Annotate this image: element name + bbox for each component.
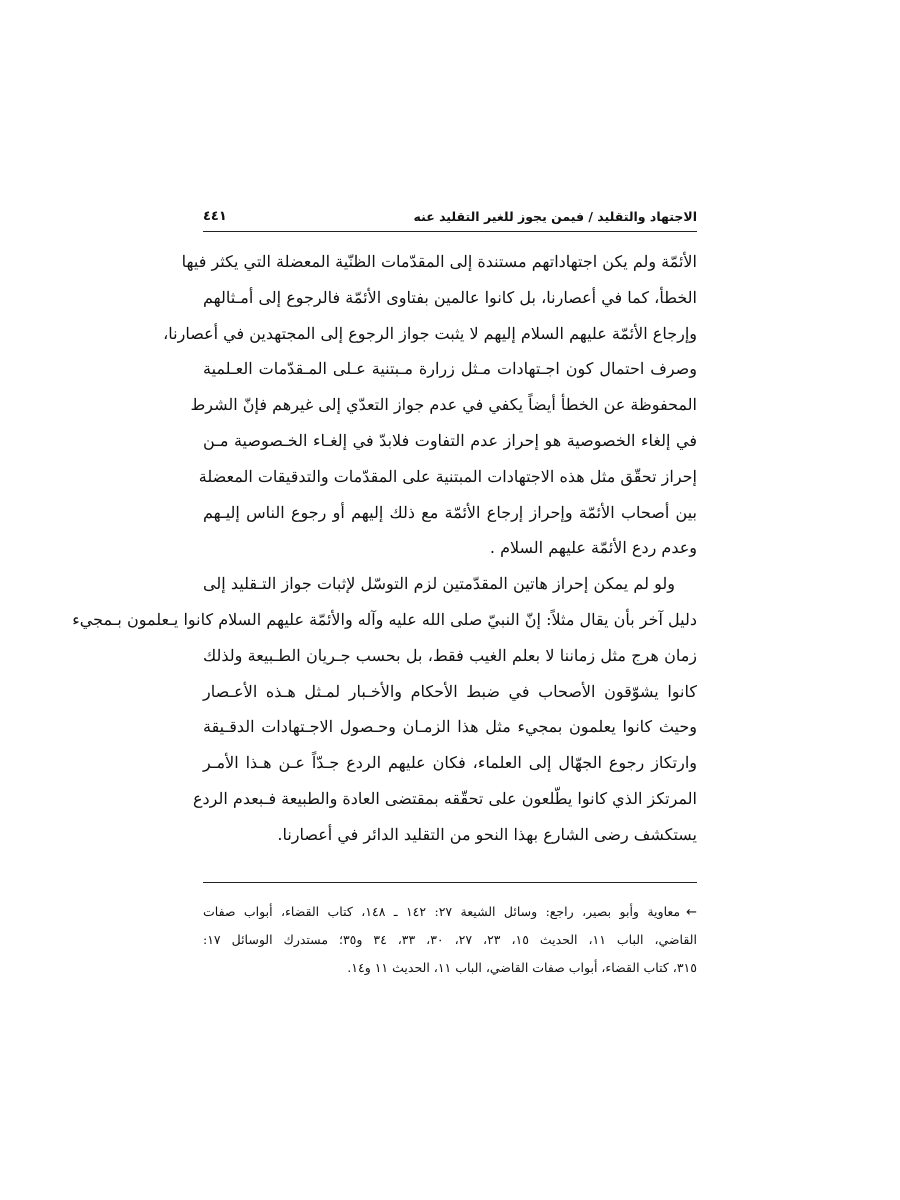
text-line: في إلغاء الخصوصية هو إحراز عدم التفاوت فلابدّ في إلغـاء الخـصوصية مـن (203, 430, 697, 450)
text-line: وارتكاز رجوع الجهّال إلى العلماء، فكان عليهم الردع جـدّاً عـن هـذا الأمـر (203, 753, 697, 773)
text-line: زمان هرج مثل زماننا لا بعلم الغيب فقط، بل بحسب جـريان الطـبيعة ولذلك (203, 645, 697, 665)
page-number: ٤٤١ (203, 209, 227, 224)
text-line: بين أصحاب الأئمّة وإحراز إرجاع الأئمّة مع ذلك إليهم أو رجوع الناس إليـهم (203, 502, 697, 522)
running-header (203, 203, 697, 232)
text-line: دليل آخر بأن يقال مثلاً: إنّ النبيّ صلى الله عليه وآله والأئمّة عليهم السلام كانوا يـعلمون بـمجيء (72, 609, 697, 629)
text-line: يستكشف رضى الشارع بهذا النحو من التقليد الدائر في أعصارنا. (277, 824, 697, 844)
footnote-line: ٣١٥، كتاب القضاء، أبواب صفات القاضي، الباب ١١، الحديث ١١ و١٤. (347, 960, 697, 975)
footnote-line: القاضي، الباب ١١، الحديث ١٥، ٢٣، ٢٧، ٣٠، ٣٣، ٣٤ و٣٥؛ مستدرك الوسائل ١٧: (203, 932, 697, 947)
text-line: إحراز تحقّق مثل هذه الاجتهادات المبتنية على المقدّمات والتدقيقات المعضلة (198, 466, 697, 486)
footnote (203, 898, 697, 982)
text-line: ولو لم يمكن إحراز هاتين المقدّمتين لزم التوسّل لإثبات جواز التـقليد إلى (203, 574, 675, 594)
text-line: الأئمّة ولم يكن اجتهاداتهم مستندة إلى المقدّمات الظنّية المعضلة التي يكثر فيها (181, 252, 697, 271)
running-title: الاجتهاد والتقليد / فيمن يجوز للغير التقليد عنه (413, 209, 697, 224)
text-line: وعدم ردع الأئمّة عليهم السلام . (489, 538, 697, 558)
text-line: الخطأ، كما في أعصارنا، بل كانوا عالمين بفتاوى الأئمّة فالرجوع إلى أمـثالهم (203, 287, 697, 307)
continuation-arrow-icon: ← (686, 905, 698, 920)
text-line: وإرجاع الأئمّة عليهم السلام إليهم لا يثبت جواز الرجوع إلى المجتهدين في أعصارنا، (163, 323, 697, 343)
text-line: كانوا يشوّقون الأصحاب في ضبط الأحكام والأخـبار لمـثل هـذه الأعـصار (203, 681, 697, 701)
main-text (72, 244, 697, 853)
footnote-divider (203, 882, 697, 883)
footnote-line-text: معاوية وأبو بصير، راجع: وسائل الشيعة ٢٧: ١٤٢ ـ ١٤٨، كتاب القضاء، أبواب صفات (203, 904, 681, 919)
text-line: المحفوظة عن الخطأ أيضاً يكفي في عدم جواز التعدّي إلى غيرهم فإنّ الشرط (190, 395, 697, 415)
footnote-line (203, 898, 697, 926)
text-line: وحيث كانوا يعلمون بمجيء مثل هذا الزمـان وحـصول الاجـتهادات الدقـيقة (203, 717, 697, 737)
text-line: وصرف احتمال كون اجـتهادات مـثل زرارة مـبتنية عـلى المـقدّمات العـلمية (203, 359, 697, 379)
text-line: المرتكز الذي كانوا يطّلعون على تحقّقه بمقتضى العادة والطبيعة فـبعدم الردع (193, 788, 697, 808)
